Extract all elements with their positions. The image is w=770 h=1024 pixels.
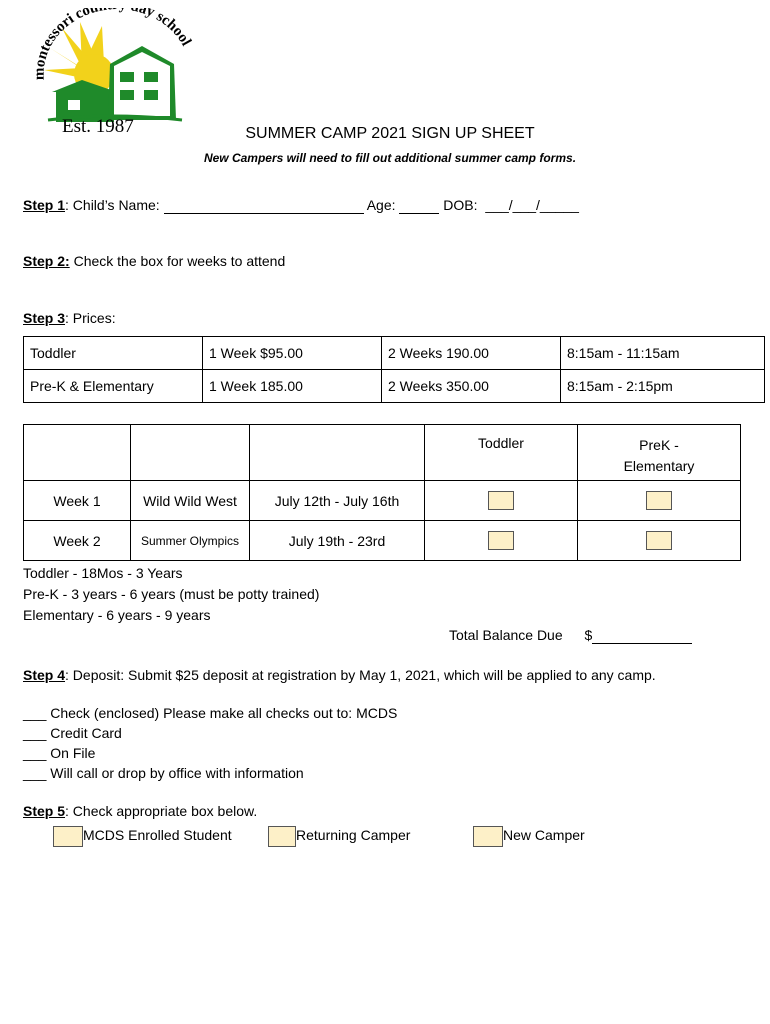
- table-row: Week 1 Wild Wild West July 12th - July 16th: [24, 481, 741, 521]
- camper-type-options: [53, 826, 232, 847]
- dob-field[interactable]: ___/___/_____: [485, 197, 579, 213]
- child-name-field[interactable]: [164, 197, 364, 214]
- step1-label: Step 1: [23, 197, 66, 213]
- week1-toddler-checkbox[interactable]: [488, 491, 514, 510]
- step5-line: Step 5: Check appropriate box below.: [23, 803, 258, 819]
- table-header-row: [24, 425, 741, 481]
- payment-option-on-file[interactable]: ___ On File: [23, 745, 96, 761]
- age-field[interactable]: [399, 197, 439, 214]
- dob-label: DOB:: [443, 197, 478, 213]
- enrolled-student-checkbox[interactable]: [53, 826, 83, 847]
- school-logo: [22, 8, 202, 143]
- step1-line: Step 1: Child’s Name: Age: DOB: ___/___/_____: [23, 197, 579, 213]
- week2-toddler-checkbox[interactable]: [488, 531, 514, 550]
- age-line-elementary: Elementary - 6 years - 9 years: [23, 607, 211, 623]
- page-title: SUMMER CAMP 2021 SIGN UP SHEET: [245, 125, 535, 142]
- new-camper-checkbox[interactable]: [473, 826, 503, 847]
- step5-label: Step 5: [23, 803, 66, 819]
- currency-symbol: $: [584, 627, 593, 643]
- total-balance-field[interactable]: [592, 627, 692, 644]
- step2-line: Step 2: Check the box for weeks to attend: [23, 253, 286, 269]
- prek-elementary-header: PreK - Elementary: [578, 425, 741, 481]
- payment-option-check[interactable]: ___ Check (enclosed) Please make all checks out to: MCDS: [23, 705, 398, 721]
- age-label: Age:: [366, 197, 396, 213]
- prices-table: [23, 336, 765, 403]
- total-balance-label: Total Balance Due: [449, 627, 563, 643]
- week2-prek-checkbox[interactable]: [646, 531, 672, 550]
- logo-established: Est. 1987: [62, 116, 134, 137]
- page-subtitle: New Campers will need to fill out additional summer camp forms.: [203, 151, 577, 165]
- table-row: Pre-K & Elementary 1 Week 185.00 2 Weeks 350.00 8:15am - 2:15pm: [24, 370, 765, 403]
- svg-text:montessori country day school: montessori cou ay school: [31, 8, 195, 81]
- age-info: [23, 563, 319, 626]
- total-balance: [449, 627, 692, 644]
- enrolled-student-label: MCDS Enrolled Student: [83, 827, 232, 844]
- table-row: Toddler 1 Week $95.00 2 Weeks 190.00 8:15am - 11:15am: [24, 337, 765, 370]
- payment-options: [23, 703, 397, 783]
- age-line-toddler: Toddler - 18Mos - 3 Years: [23, 565, 183, 581]
- step4-label: Step 4: [23, 667, 66, 683]
- payment-option-call[interactable]: ___ Will call or drop by office with information: [23, 765, 304, 781]
- step3-label: Step 3: [23, 310, 66, 326]
- returning-camper-checkbox[interactable]: [268, 826, 296, 847]
- toddler-header: Toddler: [425, 425, 578, 481]
- table-row: Week 2 Summer Olympics July 19th - 23rd: [24, 521, 741, 561]
- new-camper-label: New Camper: [503, 827, 585, 844]
- week1-prek-checkbox[interactable]: [646, 491, 672, 510]
- new-camper-option: [473, 826, 585, 847]
- returning-camper-label: Returning Camper: [296, 827, 411, 844]
- weeks-table: [23, 424, 741, 561]
- returning-camper-option: [268, 826, 410, 847]
- payment-option-credit-card[interactable]: ___ Credit Card: [23, 725, 122, 741]
- step3-line: Step 3: Prices:: [23, 310, 116, 326]
- step4-line: Step 4: Deposit: Submit $25 deposit at registration by May 1, 2021, which will be applied to any camp.: [23, 667, 656, 683]
- step2-label: Step 2:: [23, 253, 70, 269]
- age-line-prek: Pre-K - 3 years - 6 years (must be potty trained): [23, 586, 320, 602]
